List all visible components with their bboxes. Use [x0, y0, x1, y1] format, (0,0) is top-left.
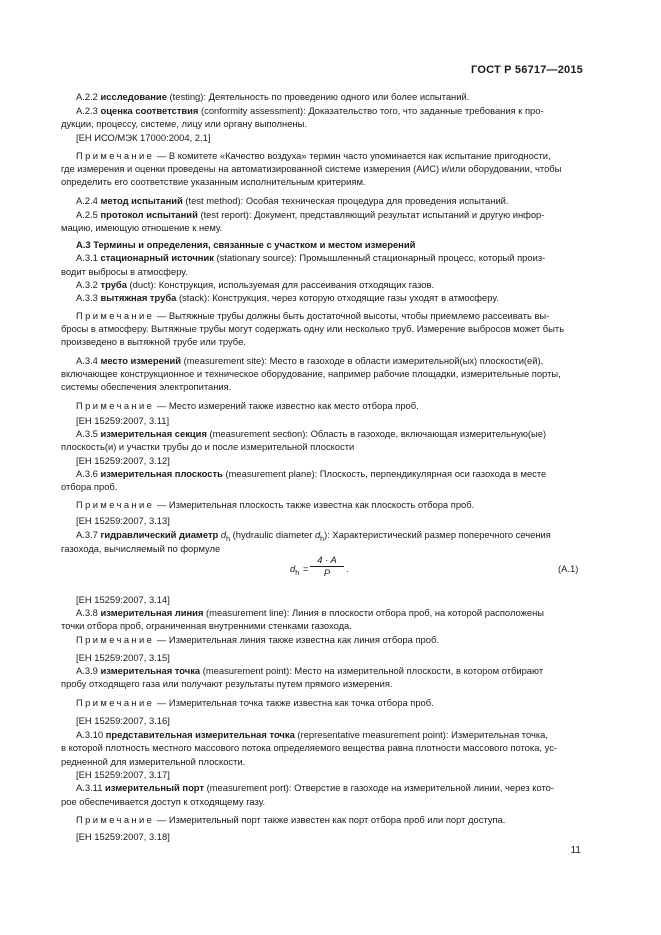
text-run: водит выбросы в атмосферу. [61, 266, 188, 277]
text-line [61, 781, 586, 794]
text-line [61, 251, 586, 264]
text-run: (measurement point): Место на измерительной плоскости, в котором отбирают [200, 665, 544, 676]
text-run: редненной для измерительной плоскости. [61, 756, 246, 767]
text-run: [ЕН 15259:2007, 3.14] [76, 594, 170, 605]
text-run: (duct): Конструкция, используемая для рассеивания отходящих газов. [126, 279, 435, 290]
text-run: [ЕН 15259:2007, 3.17] [76, 769, 170, 780]
text-run: — Вытяжные трубы должны быть достаточной высоты, чтобы приемлемо рассеивать вы- [154, 310, 550, 321]
text-run: A.3.2 [76, 279, 101, 290]
text-run: (measurement port): Отверстие в газоходе на измерительной линии, через кото- [204, 782, 554, 793]
text-line [61, 291, 586, 304]
text-run: [ЕН 15259:2007, 3.13] [76, 515, 170, 526]
text-line [61, 440, 586, 453]
text-run: h [226, 535, 230, 543]
text-run: — Измерительная линия также известна как линия отбора проб. [154, 634, 439, 645]
text-run: A.3.10 [76, 729, 106, 740]
text-line [61, 755, 586, 768]
text-line [61, 335, 586, 348]
text-run: A.2.3 [76, 105, 101, 116]
term: вытяжная труба [100, 292, 177, 303]
text-run: (test method): Особая техническая процедура для проведения испытаний. [182, 195, 509, 206]
text-run: d [220, 529, 227, 540]
note-label: Примечание [76, 499, 155, 510]
term: стационарный источник [100, 252, 214, 263]
note-label: Примечание [76, 400, 155, 411]
text-run: h [320, 535, 325, 543]
text-run: (measurement section): Область в газоходе, включающая измерительную(ые) [206, 428, 547, 439]
text-run: A.3.7 [76, 529, 101, 540]
formula-lhs: $d_h$ [290, 563, 300, 577]
text-line [61, 208, 586, 221]
text-line [61, 194, 586, 207]
text-run: A.3.4 [76, 355, 101, 366]
formula-label: (A.1) [558, 563, 579, 574]
text-run: где измерения и оценки проведены на автоматизированной системе измерения (АИС) и/или оборудовании, чтобы [61, 163, 562, 174]
text-line [61, 454, 586, 467]
text-run: произведено в вытяжной трубе или трубе. [61, 336, 246, 347]
formula-denominator: P [323, 567, 331, 578]
text-run: A.2.5 [76, 209, 101, 220]
term: измерительный порт [105, 782, 204, 793]
text-line [61, 606, 586, 619]
text-run: (measurement line): Линия в плоскости отбора проб, на которой расположены [203, 607, 545, 618]
text-run: A.3.8 [76, 607, 101, 618]
note-label: Примечание [76, 150, 155, 161]
formula-fraction [310, 554, 344, 579]
term: измерительная плоскость [100, 468, 223, 479]
text-line [61, 414, 586, 427]
text-run: — Измерительная точка также известна как точка отбора проб. [154, 697, 434, 708]
text-line [61, 664, 586, 677]
text-run: (representative measurement point): Измерительная точка, [294, 729, 548, 740]
text-run: системы обеспечения электропитания. [61, 381, 232, 392]
note-label: Примечание [76, 310, 155, 321]
formula-dot: . [346, 563, 349, 574]
text-run: отбора проб. [61, 481, 118, 492]
text-run: d [314, 529, 321, 540]
text-run: — Место измерений также известно как место отбора проб. [154, 400, 419, 411]
text-line [61, 399, 586, 412]
text-line [61, 104, 586, 117]
term: исследование [100, 91, 167, 102]
text-line [61, 677, 586, 690]
text-line [61, 813, 586, 826]
text-line [61, 117, 586, 130]
text-run: (conformity assessment): Доказательство того, что заданные требования к про- [198, 105, 544, 116]
text-run: — Измерительный порт также известен как порт отбора проб или порт доступа. [154, 814, 506, 825]
text-line [61, 354, 586, 367]
text-line [61, 90, 586, 103]
text-run: определить его соответствие указанным исполнительным критериям. [61, 176, 366, 187]
term: измерительная линия [100, 607, 204, 618]
text-run: бросы в атмосферу. Вытяжные трубы могут содержать одну или несколько труб. Измерение выбросов может быть [61, 323, 565, 334]
text-line [61, 380, 586, 393]
text-run: — В комитете «Качество воздуха» термин часто упоминается как испытание пригодности, [154, 150, 551, 161]
document-header: ГОСТ Р 56717—2015 [471, 64, 583, 76]
text-line [61, 278, 586, 291]
text-line [61, 514, 586, 527]
text-line [61, 619, 586, 632]
text-line [61, 467, 586, 480]
term: представительная измерительная точка [105, 729, 295, 740]
text-run: [ЕН 15259:2007, 3.16] [76, 715, 170, 726]
note-label: Примечание [76, 697, 155, 708]
text-run: [ЕН 15259:2007, 3.11] [76, 415, 170, 426]
text-run: точки отбора проб, ограниченная внутренними стенками газохода. [61, 620, 352, 631]
term: A.3 Термины и определения, связанные с участком и местом измерений [76, 239, 416, 250]
term: гидравлический диаметр [100, 529, 221, 540]
text-run: пробу отходящего газа или получают результаты путем прямого измерения. [61, 678, 393, 689]
term: труба [100, 279, 127, 290]
text-line [61, 221, 586, 234]
text-run: в которой плотность местного массового потока определяемого вещества равна плотности массового потока, ус- [61, 742, 558, 753]
text-run: A.3.9 [76, 665, 101, 676]
text-run: A.3.1 [76, 252, 101, 263]
text-run: [ЕН 15259:2007, 3.12] [76, 455, 170, 466]
text-run: A.3.5 [76, 428, 101, 439]
text-run: плоскость(и) и участки трубы до и после измерительной плоскости [61, 441, 355, 452]
text-run: A.3.11 [76, 782, 106, 793]
term: место измерений [100, 355, 182, 366]
text-line [61, 741, 586, 754]
text-run: [ЕН 15259:2007, 3.18] [76, 831, 170, 842]
text-run: [ЕН ИСО/МЭК 17000:2004, 2.1] [76, 132, 211, 143]
text-line [61, 265, 586, 278]
text-line [61, 175, 586, 188]
text-line [61, 696, 586, 709]
text-run: (stack): Конструкция, через которую отходящие газы уходят в атмосферу. [176, 292, 499, 303]
text-line [61, 162, 586, 175]
text-run: A.3.6 [76, 468, 101, 479]
text-run: (test report): Документ, представляющий результат испытаний и другую инфор- [197, 209, 545, 220]
text-line [61, 830, 586, 843]
formula-numerator: 4 · A [310, 554, 344, 567]
text-run: рое обеспечивается доступ к отходящему газу. [61, 796, 266, 807]
text-run: (measurement plane): Плоскость, перпендикулярная оси газохода в месте [222, 468, 547, 479]
formula-equals: = [303, 563, 309, 574]
text-run: (stationary source): Промышленный стационарный процесс, который произ- [213, 252, 546, 263]
text-line [61, 131, 586, 144]
text-line [61, 714, 586, 727]
text-line [61, 651, 586, 664]
term: протокол испытаний [100, 209, 198, 220]
text-line [61, 427, 586, 440]
text-line [61, 795, 586, 808]
text-line [61, 728, 586, 741]
page-number: 11 [570, 845, 581, 856]
text-line [61, 309, 586, 322]
text-run: (testing): Деятельность по проведению одного или более испытаний. [166, 91, 470, 102]
text-run: мацию, имеющую отношение к нему. [61, 222, 223, 233]
term: измерительная секция [100, 428, 207, 439]
text-line [61, 367, 586, 380]
text-run: A.2.4 [76, 195, 101, 206]
text-run: газохода, вычисляемый по формуле [61, 543, 221, 554]
text-run: [ЕН 15259:2007, 3.15] [76, 652, 170, 663]
term: оценка соответствия [100, 105, 199, 116]
note-label: Примечание [76, 634, 155, 645]
text-line [61, 593, 586, 606]
text-line [61, 498, 586, 511]
text-run: A.3.3 [76, 292, 101, 303]
term: метод испытаний [100, 195, 183, 206]
note-label: Примечание [76, 814, 155, 825]
text-line [61, 633, 586, 646]
text-run: дукции, процессу, системе, лицу или органу выполнены. [61, 118, 307, 129]
text-run: (measurement site): Место в газоходе в области измерительной(ых) плоскости(ей), [181, 355, 544, 366]
text-run: ): Характеристический размер поперечного сечения [324, 529, 551, 540]
text-run: A.2.2 [76, 91, 101, 102]
text-line [61, 149, 586, 162]
text-line [61, 768, 586, 781]
text-line [61, 322, 586, 335]
text-line [61, 480, 586, 493]
text-run: (hydraulic diameter [230, 529, 315, 540]
text-run: — Измерительная плоскость также известна как плоскость отбора проб. [154, 499, 475, 510]
text-run: включающее конструкционное и техническое оборудование, например рабочие площадки, измерительные порты, [61, 368, 561, 379]
text-line [61, 238, 586, 251]
term: измерительная точка [100, 665, 201, 676]
